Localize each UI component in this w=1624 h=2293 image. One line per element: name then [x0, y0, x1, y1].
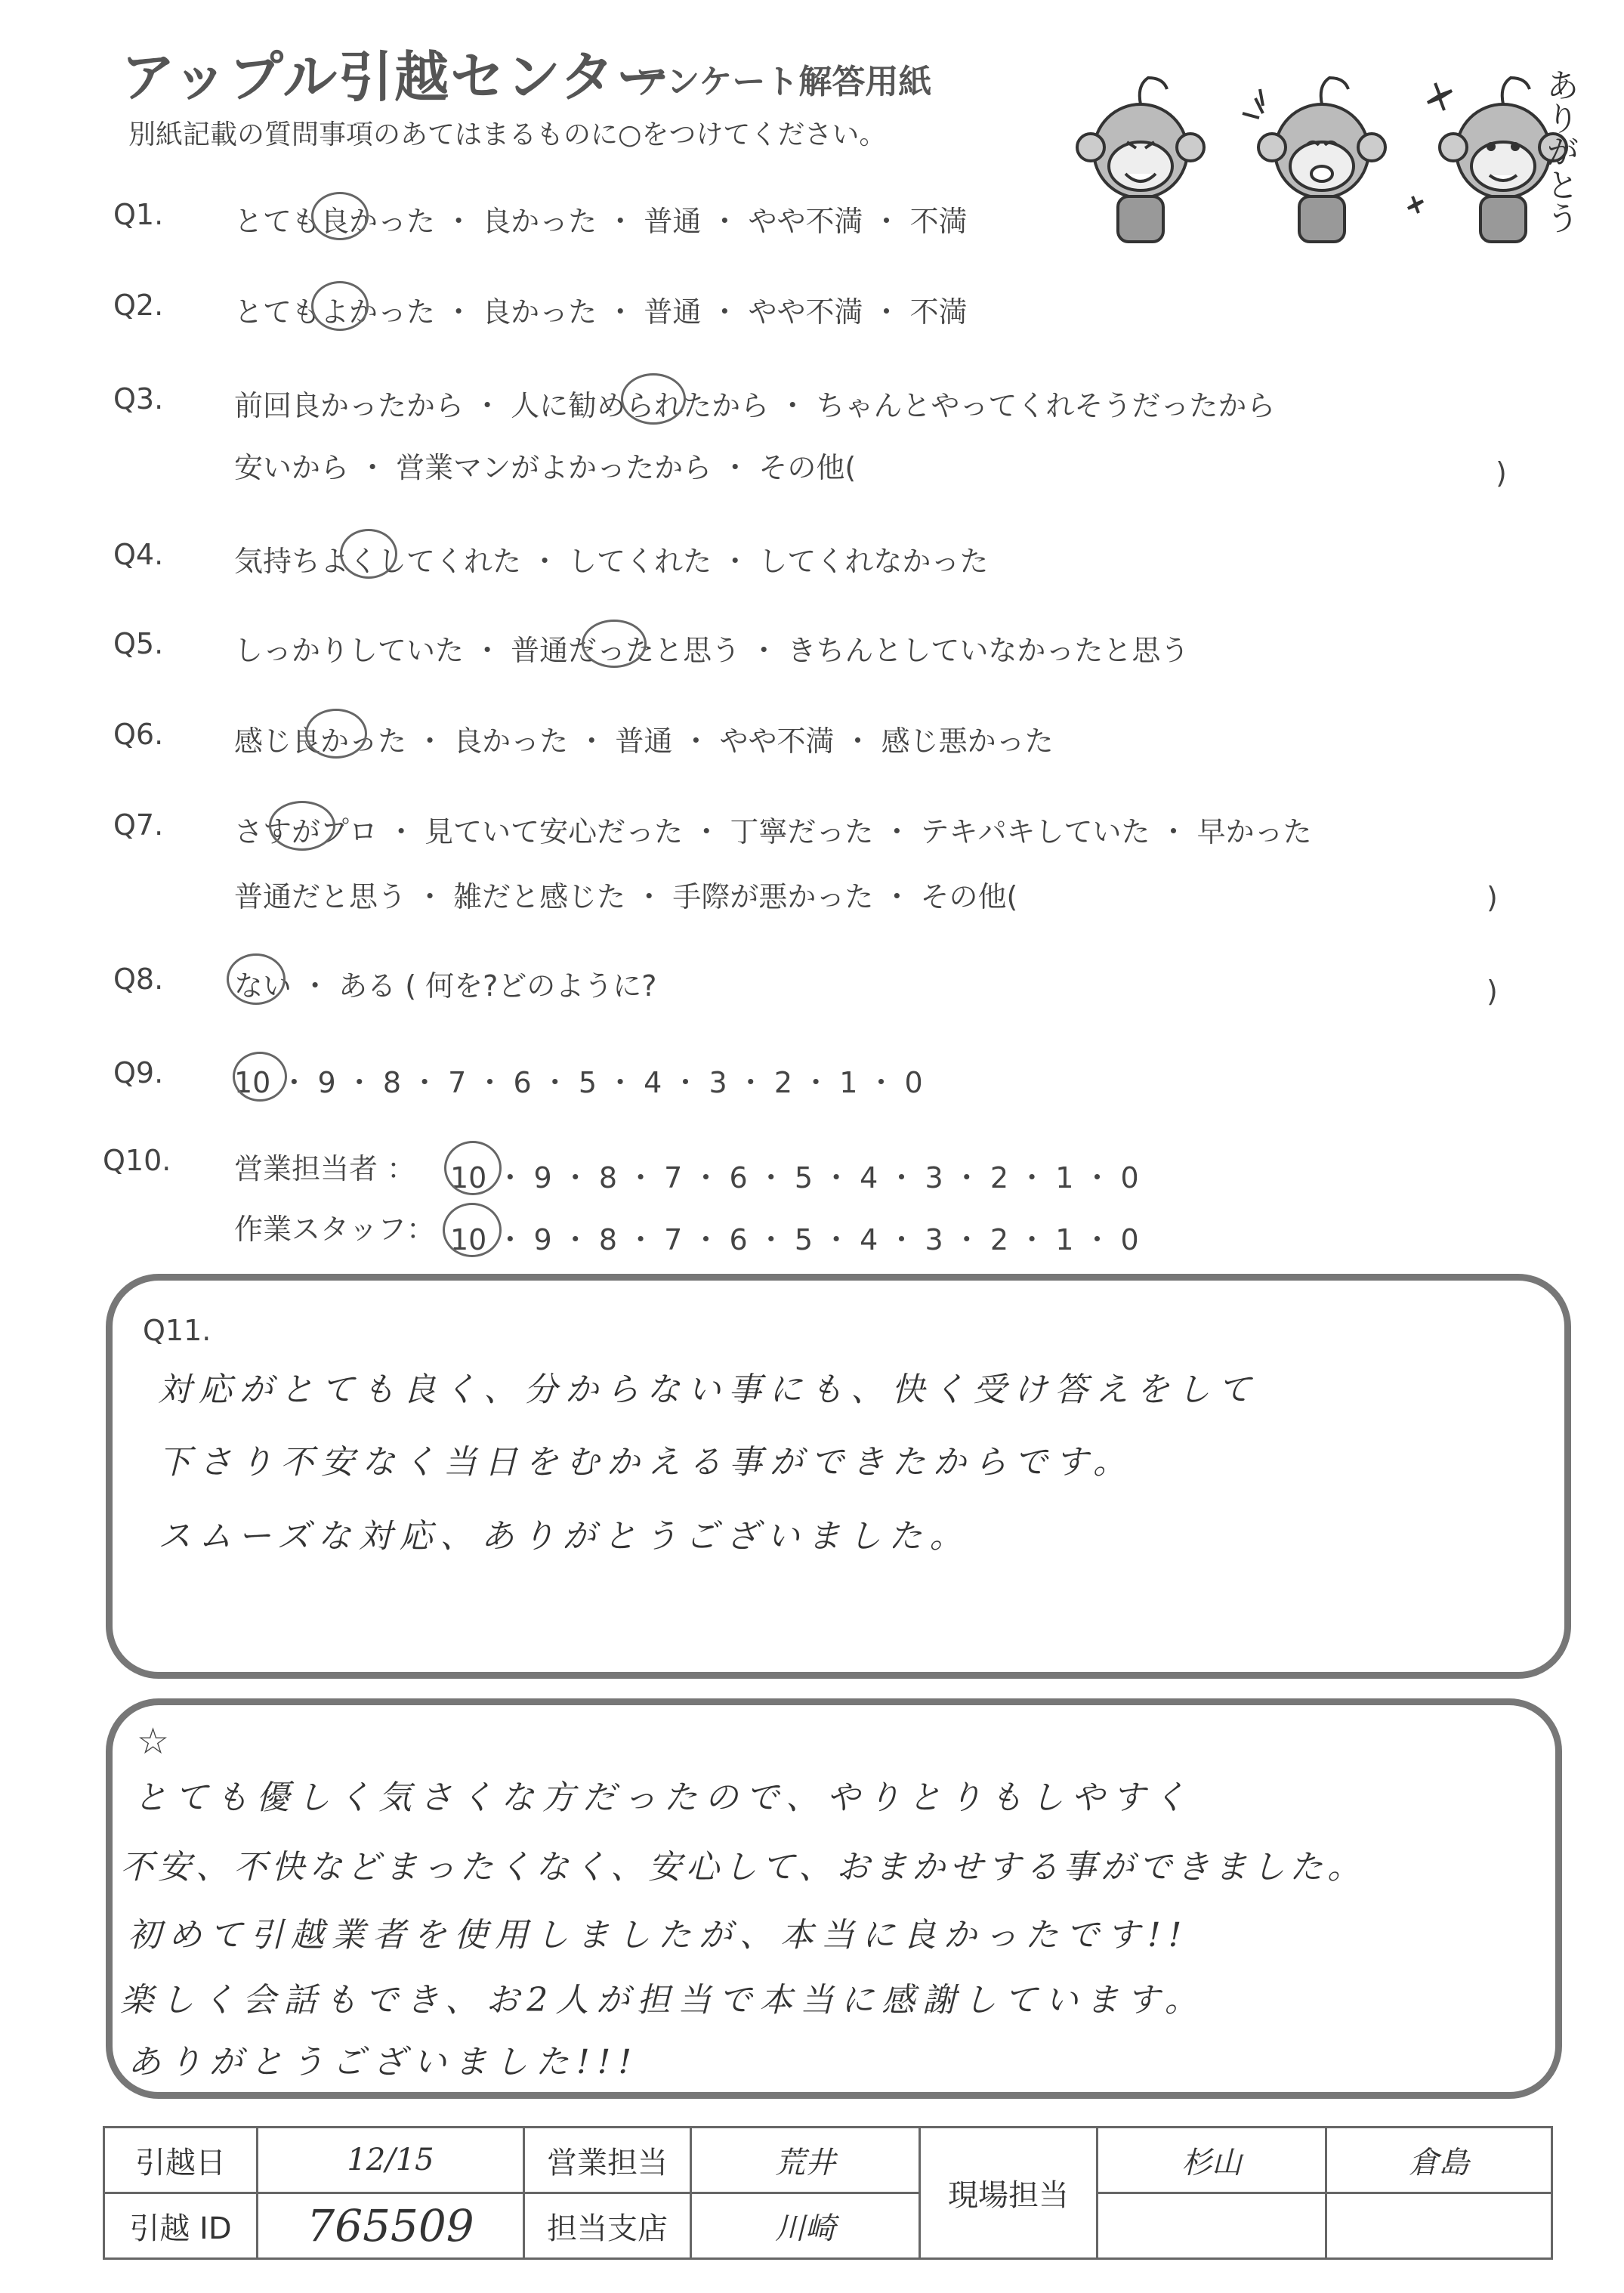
- q11-handwritten-line-3: スムーズな対応、ありがとうございました。: [158, 1517, 971, 1556]
- star-label: ☆: [137, 1720, 170, 1763]
- q11-handwritten-line-1: 対応がとても良く、分からない事にも、快く受け答えをして: [158, 1371, 1259, 1409]
- q3-options-line2: 安いから ・ 営業マンがよかったから ・ その他(: [234, 451, 857, 484]
- q2-options: とてもよかった ・ 良かった ・ 普通 ・ やや不満 ・ 不満: [234, 295, 968, 329]
- q3-label: Q3.: [113, 382, 164, 416]
- q9-scale: 10 ・ 9 ・ 8 ・ 7 ・ 6 ・ 5 ・ 4 ・ 3 ・ 2 ・ 1 ・ 0: [234, 1066, 923, 1099]
- q7-options-line2: 普通だと思う ・ 雑だと感じた ・ 手際が悪かった ・ その他(: [234, 880, 1018, 913]
- q9-answer-circle: [233, 1052, 287, 1102]
- free-comment-box: [106, 1698, 1562, 2099]
- q3-answer-circle: [621, 373, 686, 425]
- q10-label: Q10.: [103, 1144, 171, 1177]
- site-staff-empty-1: [1098, 2193, 1326, 2259]
- q10-sales-label: 営業担当者 ：: [234, 1152, 416, 1185]
- q6-label: Q6.: [113, 718, 164, 751]
- q11-handwritten-line-2: 下さり不安なく当日をむかえる事ができたからです。: [158, 1443, 1135, 1482]
- q10-sales-scale: 10 ・ 9 ・ 8 ・ 7 ・ 6 ・ 5 ・ 4 ・ 3 ・ 2 ・ 1 ・ 0: [450, 1161, 1139, 1194]
- q10-staff-scale: 10 ・ 9 ・ 8 ・ 7 ・ 6 ・ 5 ・ 4 ・ 3 ・ 2 ・ 1 ・ 0: [450, 1223, 1139, 1256]
- q7-label: Q7.: [113, 808, 164, 842]
- q10-staff-answer-circle: [443, 1203, 502, 1257]
- monkey-mascots-illustration: [1057, 53, 1586, 257]
- q8-answer-circle: [227, 953, 286, 1005]
- q8-options: ない ・ ある ( 何を?どのように?: [234, 969, 657, 1003]
- comment-handwritten-line-4: 楽しく会話もでき、お2人が担当で本当に感謝しています。: [120, 1981, 1206, 2020]
- q6-options: 感じ良かった ・ 良かった ・ 普通 ・ やや不満 ・ 感じ悪かった: [234, 725, 1054, 758]
- site-staff-label: 現場担当: [920, 2128, 1098, 2259]
- site-staff-2: 倉島: [1326, 2128, 1552, 2193]
- form-subtitle: アンケート解答用紙: [634, 63, 932, 101]
- move-date-label: 引越日: [104, 2128, 258, 2193]
- sales-staff-value: 荒井: [691, 2128, 920, 2193]
- q4-answer-circle: [340, 529, 397, 579]
- q1-label: Q1.: [113, 198, 164, 231]
- move-date-value: 12/15: [258, 2128, 524, 2193]
- branch-value: 川崎: [691, 2193, 920, 2259]
- thanks-vertical-text: ありがとう: [1540, 68, 1579, 234]
- form-title: アップル引越センター: [121, 45, 672, 109]
- q2-answer-circle: [311, 281, 369, 331]
- sales-staff-label: 営業担当: [524, 2128, 691, 2193]
- q10-staff-label: 作業スタッフ：: [234, 1213, 436, 1246]
- q7-close-paren: ): [1487, 881, 1498, 914]
- q8-label: Q8.: [113, 963, 164, 996]
- instruction-text: 別紙記載の質問事項のあてはまるものに○をつけてください。: [128, 119, 887, 150]
- q5-answer-circle: [582, 620, 647, 668]
- q7-options-line1: さすがプロ ・ 見ていて安心だった ・ 丁寧だった ・ テキパキしていた ・ 早かった: [234, 815, 1312, 848]
- q5-label: Q5.: [113, 627, 164, 660]
- comment-handwritten-line-2: 不安、不快などまったくなく、安心して、おまかせする事ができました。: [120, 1848, 1366, 1887]
- comment-handwritten-line-1: とても優しく気さくな方だったので、やりとりもしやすく: [134, 1778, 1194, 1817]
- q11-label: Q11.: [143, 1314, 211, 1347]
- move-info-table: [103, 2126, 1553, 2260]
- q4-label: Q4.: [113, 538, 164, 571]
- q1-answer-circle: [311, 192, 369, 240]
- q6-answer-circle: [305, 709, 367, 759]
- q7-answer-circle: [269, 801, 335, 851]
- q1-options: とても良かった ・ 良かった ・ 普通 ・ やや不満 ・ 不満: [234, 205, 968, 238]
- q3-options-line1: 前回良かったから ・ 人に勧められたから ・ ちゃんとやってくれそうだったから: [234, 389, 1276, 422]
- q5-options: しっかりしていた ・ 普通だったと思う ・ きちんとしていなかったと思う: [234, 634, 1190, 667]
- branch-label: 担当支店: [524, 2193, 691, 2259]
- q2-label: Q2.: [113, 289, 164, 322]
- q10-sales-answer-circle: [444, 1141, 502, 1195]
- q3-close-paren: ): [1496, 456, 1507, 490]
- q9-label: Q9.: [113, 1056, 164, 1089]
- comment-handwritten-line-3: 初めて引越業者を使用しましたが、本当に良かったです!!: [128, 1916, 1190, 1955]
- q11-comment-box: [106, 1274, 1571, 1679]
- move-id-label: 引越 ID: [104, 2193, 258, 2259]
- site-staff-empty-2: [1326, 2193, 1552, 2259]
- q8-close-paren: ): [1487, 975, 1498, 1008]
- q4-options: 気持ちよくしてくれた ・ してくれた ・ してくれなかった: [234, 545, 989, 578]
- site-staff-1: 杉山: [1098, 2128, 1326, 2193]
- move-id-value: 765509: [258, 2193, 524, 2259]
- comment-handwritten-line-5: ありがとうございました!!!: [128, 2043, 640, 2081]
